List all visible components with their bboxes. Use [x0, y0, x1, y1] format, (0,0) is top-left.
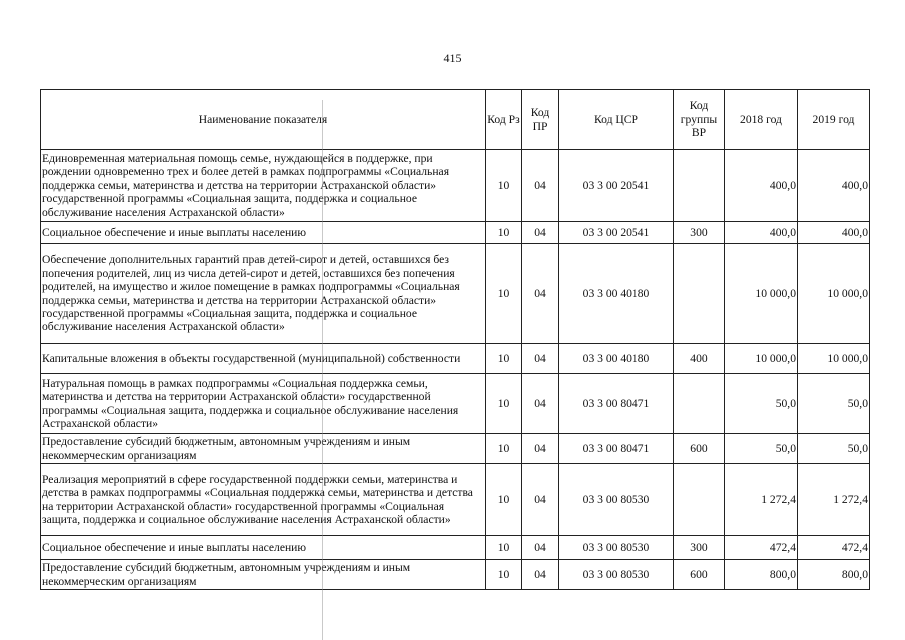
row-rz: 10: [486, 344, 522, 374]
row-name: Социальное обеспечение и иные выплаты населению: [41, 222, 486, 244]
header-2019: 2019 год: [798, 90, 870, 150]
table-row: [41, 560, 870, 590]
row-2019: 400,0: [798, 222, 870, 244]
row-vr: 400: [674, 344, 725, 374]
row-csr: 03 3 00 20541: [559, 150, 674, 222]
row-rz: 10: [486, 434, 522, 464]
row-csr: 03 3 00 80530: [559, 464, 674, 536]
row-2019: 50,0: [798, 374, 870, 434]
row-pr: 04: [522, 244, 559, 344]
row-2018: 10 000,0: [725, 344, 798, 374]
row-vr: [674, 244, 725, 344]
row-2018: 50,0: [725, 434, 798, 464]
row-2018: 400,0: [725, 222, 798, 244]
scan-artifact-line: [322, 100, 323, 640]
row-2019: 1 272,4: [798, 464, 870, 536]
row-2018: 800,0: [725, 560, 798, 590]
row-vr: [674, 374, 725, 434]
row-name: Натуральная помощь в рамках подпрограммы «Социальная поддержка семьи, материнства и детства на территории Астраханской области» государственной программы «Социальная защита, поддержка и социальное обслуживание населения Астраханской области»: [41, 374, 486, 434]
table-header-row: [41, 90, 870, 150]
row-pr: 04: [522, 374, 559, 434]
row-pr: 04: [522, 536, 559, 560]
row-csr: 03 3 00 80530: [559, 536, 674, 560]
row-csr: 03 3 00 40180: [559, 344, 674, 374]
row-csr: 03 3 00 80471: [559, 434, 674, 464]
row-2019: 472,4: [798, 536, 870, 560]
row-2019: 400,0: [798, 150, 870, 222]
row-csr: 03 3 00 40180: [559, 244, 674, 344]
header-2018: 2018 год: [725, 90, 798, 150]
page-number: 415: [443, 51, 462, 65]
row-rz: 10: [486, 244, 522, 344]
row-vr: 300: [674, 536, 725, 560]
row-name: Реализация мероприятий в сфере государственной поддержки семьи, материнства и детства в рамках подпрограммы «Социальная поддержка семьи, материнства и детства на территории Астраханской области» государственной программы «Социальная защита, поддержка и социальное обслуживание населения Астраханской области»: [41, 464, 486, 536]
row-rz: 10: [486, 536, 522, 560]
row-rz: 10: [486, 374, 522, 434]
row-2018: 400,0: [725, 150, 798, 222]
table-row: [41, 536, 870, 560]
row-2018: 10 000,0: [725, 244, 798, 344]
row-vr: 600: [674, 560, 725, 590]
row-name: Единовременная материальная помощь семье, нуждающейся в поддержке, при рождении одновременно трех и более детей в рамках подпрограммы «Социальная поддержка семьи, материнства и детства на территории Астраханской области» государственной программы «Социальная защита, поддержка и социальное обслуживание населения Астраханской области»: [41, 150, 486, 222]
row-name: Обеспечение дополнительных гарантий прав детей-сирот и детей, оставшихся без попечения родителей, лиц из числа детей-сирот и детей, оставшихся без попечения родителей, на имущество и жилое помещение в рамках подпрограммы «Социальная поддержка семьи, материнства и детства на территории Астраханской области» государственной программы «Социальная защита, поддержка и социальное обслуживание населения Астраханской области»: [41, 244, 486, 344]
row-pr: 04: [522, 560, 559, 590]
table-row: [41, 434, 870, 464]
row-2018: 50,0: [725, 374, 798, 434]
header-vr: Код группы ВР: [674, 90, 725, 150]
table-row: [41, 344, 870, 374]
row-rz: 10: [486, 560, 522, 590]
row-rz: 10: [486, 464, 522, 536]
header-csr: Код ЦСР: [559, 90, 674, 150]
row-name: Капитальные вложения в объекты государственной (муниципальной) собственности: [41, 344, 486, 374]
row-name: Предоставление субсидий бюджетным, автономным учреждениям и иным некоммерческим организациям: [41, 434, 486, 464]
row-pr: 04: [522, 222, 559, 244]
row-rz: 10: [486, 222, 522, 244]
table-row: [41, 222, 870, 244]
row-2018: 472,4: [725, 536, 798, 560]
row-vr: [674, 150, 725, 222]
budget-table: [40, 89, 870, 590]
row-2019: 10 000,0: [798, 244, 870, 344]
row-vr: 300: [674, 222, 725, 244]
row-vr: [674, 464, 725, 536]
row-2019: 10 000,0: [798, 344, 870, 374]
table-row: [41, 150, 870, 222]
header-pr: Код ПР: [522, 90, 559, 150]
row-2019: 800,0: [798, 560, 870, 590]
row-name: Предоставление субсидий бюджетным, автономным учреждениям и иным некоммерческим организациям: [41, 560, 486, 590]
row-pr: 04: [522, 464, 559, 536]
table-row: [41, 244, 870, 344]
row-pr: 04: [522, 434, 559, 464]
row-csr: 03 3 00 80530: [559, 560, 674, 590]
table-row: [41, 374, 870, 434]
header-name: Наименование показателя: [41, 90, 486, 150]
row-pr: 04: [522, 344, 559, 374]
header-rz: Код Рз: [486, 90, 522, 150]
row-name: Социальное обеспечение и иные выплаты населению: [41, 536, 486, 560]
row-2019: 50,0: [798, 434, 870, 464]
row-csr: 03 3 00 80471: [559, 374, 674, 434]
row-rz: 10: [486, 150, 522, 222]
row-pr: 04: [522, 150, 559, 222]
table-row: [41, 464, 870, 536]
row-2018: 1 272,4: [725, 464, 798, 536]
row-csr: 03 3 00 20541: [559, 222, 674, 244]
row-vr: 600: [674, 434, 725, 464]
